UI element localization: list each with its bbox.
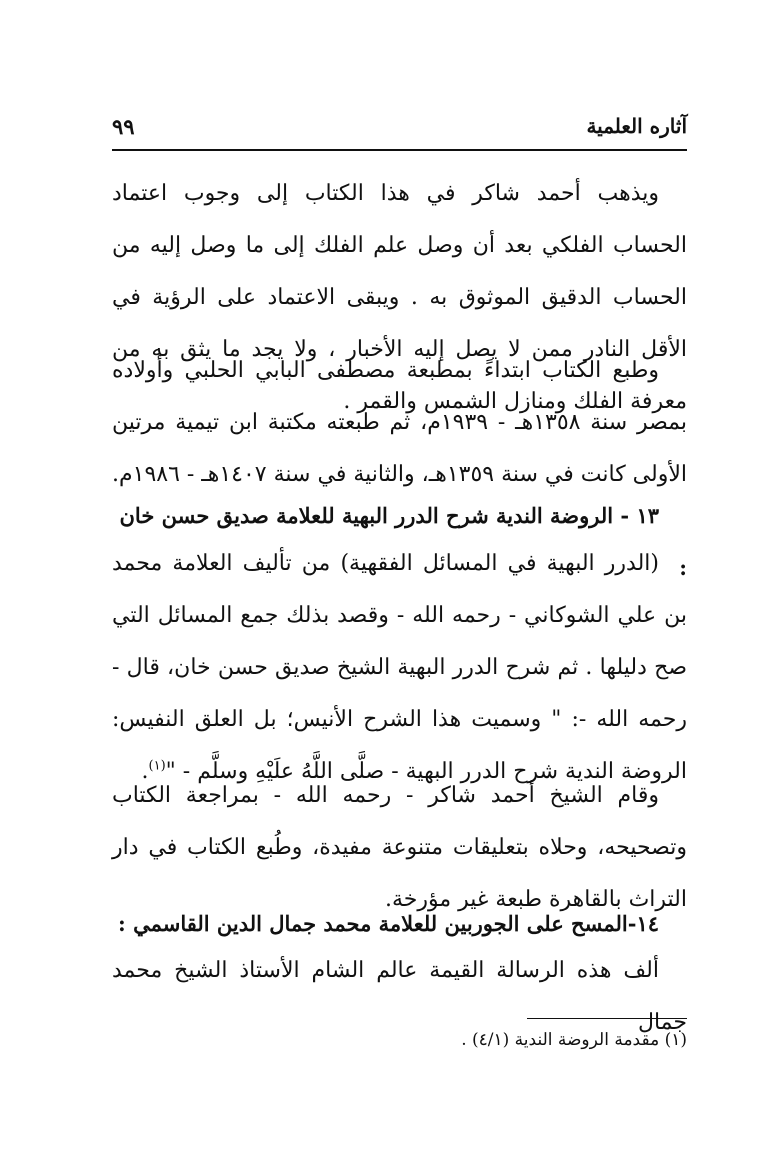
paragraph-print-history: وطبع الكتاب ابتداءً بمطبعة مصطفى البابي الحلبي وأولاده بمصر سنة ١٣٥٨هـ - ١٩٣٩م، ثم طبعته مكتبة ابن تيمية مرتين الأولى كانت في سنة ١٣٥٩هـ، والثانية في سنة ١٤٠٧هـ - ١٩٨٦م.: [112, 358, 687, 487]
body-text: [112, 898, 687, 950]
header-rule: [112, 149, 687, 151]
running-title: آثاره العلمية: [586, 114, 687, 138]
section-heading-13: ١٣ - الروضة الندية شرح الدرر البهية للعلامة صديق حسن خان :: [119, 503, 687, 580]
paragraph-durar-bahiyya-text: (الدرر البهية في المسائل الفقهية) من تأليف العلامة محمد بن علي الشوكاني - رحمه الله - وقصد بذلك جمع المسائل التي صح دليلها . ثم شرح الدرر البهية الشيخ صديق حسن خان، قال - رحمه الله -: " وسميت هذا الشرح الأنيس؛ بل العلق النفيس: الروضة الندية شرح الدرر البهية - صلَّى اللَّهُ علَيْهِ وسلَّم - ": [112, 551, 687, 784]
body-text: [112, 345, 687, 501]
footnote: (١) مقدمة الروضة الندية (٤/١) .: [461, 1030, 687, 1050]
body-text: [112, 538, 687, 798]
footnote-reference: (١): [148, 758, 166, 774]
paragraph-durar-bahiyya: (الدرر البهية في المسائل الفقهية) من تأليف العلامة محمد بن علي الشوكاني - رحمه الله - وقصد بذلك جمع المسائل التي صح دليلها . ثم شرح الدرر البهية الشيخ صديق حسن خان، قال - رحمه الله -: " وسميت هذا الشرح الأنيس؛ بل العلق النفيس: الروضة الندية شرح الدرر البهية - صلَّى اللَّهُ علَيْهِ وسلَّم - "$^{(١)}$.: [112, 551, 687, 784]
paragraph-qasimi-treatise: ألف هذه الرسالة القيمة عالم الشام الأستاذ الشيخ محمد جمال: [112, 958, 687, 1035]
page-header: [112, 108, 687, 146]
section-heading-14: ١٤-المسح على الجوربين للعلامة محمد جمال الدين القاسمي :: [118, 911, 659, 936]
paragraph-ahmad-shakir-edition: وقام الشيخ أحمد شاكر - رحمه الله - بمراجعة الكتاب وتصحيحه، وحلاه بتعليقات متنوعة مفيدة، وطُبع الكتاب في دار التراث بالقاهرة طبعة غير مؤرخة.: [112, 783, 687, 912]
page-number: ٩٩: [112, 114, 135, 139]
footnote-rule: [527, 1018, 687, 1019]
paragraph-astronomical-calculation: ويذهب أحمد شاكر في هذا الكتاب إلى وجوب اعتماد الحساب الفلكي بعد أن وصل علم الفلك إلى ما وصل إليه من الحساب الدقيق الموثوق به . ويبقى الاعتماد على الرؤية في الأقل النادر ممن لا يصل إليه الأخبار ، ولا يجد ما يثق به من معرفة الفلك ومنازل الشمس والقمر .: [112, 181, 687, 414]
